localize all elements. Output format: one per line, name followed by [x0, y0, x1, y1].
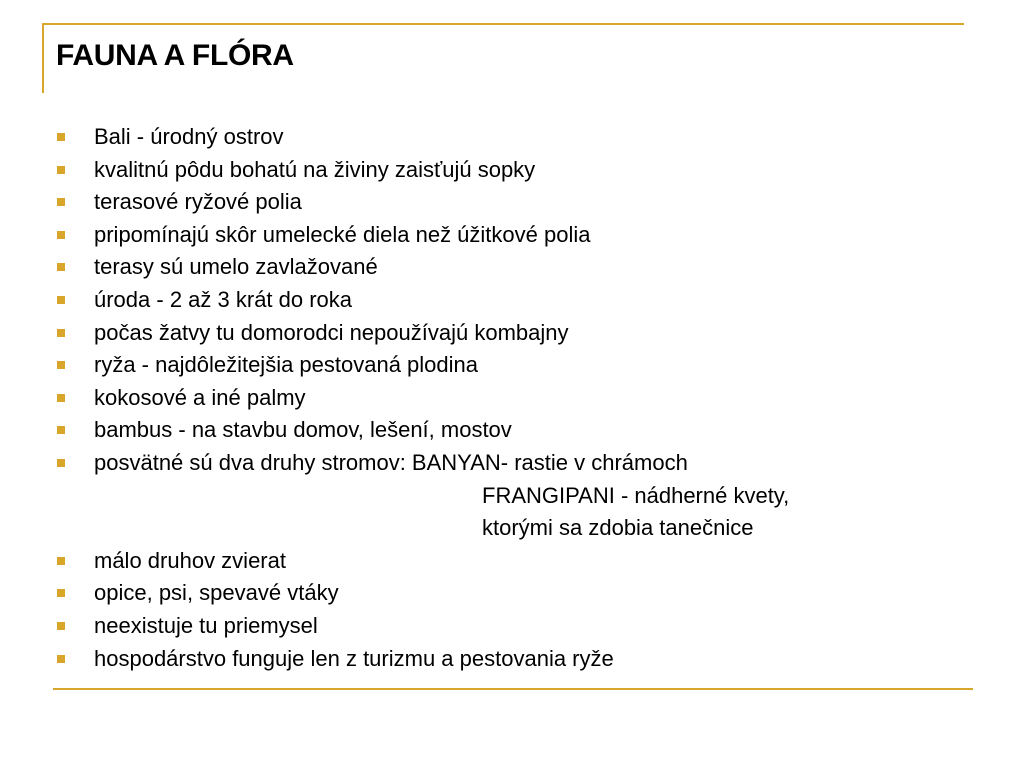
- square-bullet-icon: [57, 296, 65, 304]
- square-bullet-icon: [57, 329, 65, 337]
- list-item-continuation: [0, 480, 1024, 513]
- list-item: [0, 577, 1024, 610]
- square-bullet-icon: [57, 655, 65, 663]
- list-item: [0, 382, 1024, 415]
- square-bullet-icon: [57, 263, 65, 271]
- bullet-text: pripomínajú skôr umelecké diela než úžitkové polia: [94, 221, 591, 247]
- list-item: [0, 219, 1024, 252]
- bullet-list: [0, 121, 1024, 675]
- square-bullet-icon: [57, 557, 65, 565]
- bullet-text: bambus - na stavbu domov, lešení, mostov: [94, 417, 512, 443]
- square-bullet-icon: [57, 459, 65, 467]
- bullet-text: kvalitnú pôdu bohatú na živiny zaisťujú sopky: [94, 156, 536, 182]
- bullet-text: málo druhov zvierat: [94, 547, 286, 573]
- bullet-text: Bali - úrodný ostrov: [94, 124, 284, 149]
- bullet-text: úroda - 2 až 3 krát do roka: [94, 286, 353, 312]
- bottom-border-line: [53, 688, 973, 690]
- square-bullet-icon: [57, 198, 65, 206]
- bullet-text: terasy sú umelo zavlažované: [94, 254, 378, 280]
- list-item: [0, 154, 1024, 187]
- square-bullet-icon: [57, 394, 65, 402]
- top-border-line: [42, 23, 964, 25]
- list-item: [0, 414, 1024, 447]
- square-bullet-icon: [57, 589, 65, 597]
- continuation-text: FRANGIPANI - nádherné kvety,: [482, 482, 790, 508]
- list-item: [0, 284, 1024, 317]
- list-item: [0, 317, 1024, 350]
- bullet-text: ryža - najdôležitejšia pestovaná plodina: [94, 352, 479, 378]
- list-item: [0, 121, 1024, 154]
- square-bullet-icon: [57, 231, 65, 239]
- list-item: [0, 186, 1024, 219]
- bullet-text: neexistuje tu priemysel: [94, 612, 318, 638]
- list-item: [0, 610, 1024, 643]
- continuation-text: ktorými sa zdobia tanečnice: [482, 515, 754, 541]
- list-item: [0, 349, 1024, 382]
- list-item: [0, 643, 1024, 676]
- list-item: [0, 545, 1024, 578]
- list-item: [0, 447, 1024, 480]
- square-bullet-icon: [57, 622, 65, 630]
- square-bullet-icon: [57, 426, 65, 434]
- list-item-continuation: [0, 512, 1024, 545]
- left-accent-line: [42, 23, 44, 93]
- square-bullet-icon: [57, 361, 65, 369]
- bullet-text: kokosové a iné palmy: [94, 384, 306, 410]
- square-bullet-icon: [57, 166, 65, 174]
- slide-title: FAUNA A FLÓRA: [56, 39, 294, 72]
- bullet-text: posvätné sú dva druhy stromov: BANYAN- rastie v chrámoch: [94, 449, 688, 475]
- bullet-text: opice, psi, spevavé vtáky: [94, 580, 339, 606]
- list-item: [0, 251, 1024, 284]
- bullet-text: hospodárstvo funguje len z turizmu a pestovania ryže: [94, 645, 614, 671]
- bullet-text: terasové ryžové polia: [94, 189, 302, 215]
- bullet-text: počas žatvy tu domorodci nepoužívajú kombajny: [94, 319, 569, 345]
- square-bullet-icon: [57, 133, 65, 141]
